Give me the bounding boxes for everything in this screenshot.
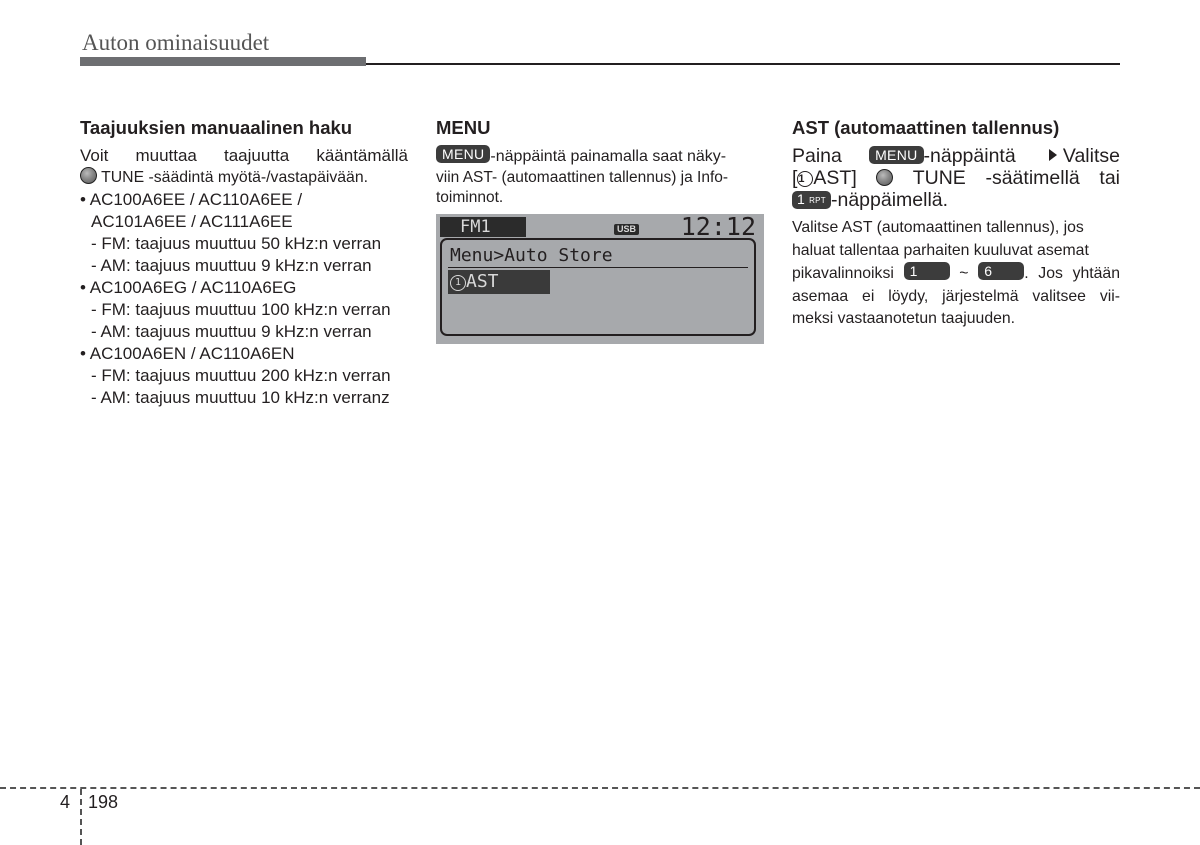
- band-indicator: FM1: [440, 217, 526, 237]
- fm-step: - FM: taajuus muuttuu 200 kHz:n verran: [91, 366, 391, 385]
- header-bar: [80, 57, 366, 66]
- display-screen: [440, 238, 756, 336]
- paragraph-line: toiminnot.: [436, 189, 504, 206]
- display-divider: [448, 267, 748, 268]
- paragraph-line: [792, 189, 1120, 211]
- paragraph-text: -näppäintä: [923, 145, 1016, 167]
- paragraph-line: Voit muuttaa taajuutta kääntämällä: [80, 146, 408, 165]
- paragraph-line: [436, 145, 764, 168]
- item-number-icon: 1: [450, 275, 466, 291]
- model-line: AC101A6EE / AC111A6EE: [91, 212, 293, 231]
- am-step: - AM: taajuus muuttuu 9 kHz:n verran: [91, 256, 372, 275]
- fm-step: - FM: taajuus muuttuu 100 kHz:n verran: [91, 300, 391, 319]
- paragraph-line: [792, 145, 1120, 167]
- menu-item-label: AST: [466, 271, 499, 292]
- model-line: • AC100A6EE / AC110A6EE /: [80, 190, 303, 209]
- menu-item-ast: [448, 270, 550, 294]
- column-ast: [792, 116, 1120, 331]
- paragraph-text: [: [792, 167, 798, 189]
- paragraph-line: [792, 262, 1120, 286]
- paragraph-line: meksi vastaanotetun taajuuden.: [792, 310, 1016, 327]
- number-one-icon: 1: [797, 171, 813, 187]
- clock: 12:12: [680, 212, 756, 241]
- am-step: - AM: taajuus muuttuu 10 kHz:n verranz: [91, 388, 390, 407]
- preset-1-button-icon: 1: [904, 262, 950, 280]
- am-step: - AM: taajuus muuttuu 9 kHz:n verran: [91, 322, 372, 341]
- column-manual-tuning: [80, 116, 408, 409]
- menu-button-icon: MENU: [869, 146, 923, 164]
- header-rule: [366, 63, 1120, 65]
- arrow-right-icon: [1049, 149, 1057, 161]
- tune-knob-icon: [876, 169, 893, 186]
- footer-rule: [0, 787, 1200, 789]
- preset-6-button-icon: 6: [978, 262, 1024, 280]
- paragraph-line: asemaa ei löydy, järjestelmä valitsee vii-: [792, 287, 1120, 305]
- paragraph-text: Paina: [792, 145, 842, 167]
- paragraph-text: TUNE -säätimellä tai: [912, 167, 1120, 189]
- radio-display-illustration: [436, 214, 764, 344]
- button-label: 1: [797, 191, 806, 207]
- paragraph-line: viin AST- (automaattinen tallennus) ja Info-: [436, 169, 729, 186]
- paragraph-text: AST]: [813, 167, 857, 189]
- paragraph-line: Valitse AST (automaattinen tallennus), jos: [792, 219, 1084, 236]
- usb-icon: USB: [614, 224, 639, 235]
- fm-step: - FM: taajuus muuttuu 50 kHz:n verran: [91, 234, 382, 253]
- chapter-number: 4: [60, 792, 71, 812]
- model-line: • AC100A6EN / AC110A6EN: [80, 344, 295, 363]
- display-status-bar: [436, 212, 764, 241]
- paragraph-line: haluat tallentaa parhaiten kuuluvat asemat: [792, 241, 1089, 259]
- page-number: 198: [88, 792, 119, 812]
- tune-knob-icon: [80, 167, 97, 184]
- section-heading: MENU: [436, 117, 491, 138]
- footer-divider: [80, 789, 82, 845]
- button-sublabel: RPT: [809, 196, 826, 205]
- paragraph-line: [80, 167, 408, 189]
- paragraph-text: -näppäintä painamalla saat näky-: [490, 148, 727, 165]
- section-heading: Taajuuksien manuaalinen haku: [80, 117, 353, 138]
- paragraph-text: pikavalinnoiksi: [792, 265, 894, 282]
- section-heading: AST (automaattinen tallennus): [792, 117, 1060, 138]
- running-header: Auton ominaisuudet: [82, 30, 270, 55]
- model-line: • AC100A6EG / AC110A6EG: [80, 278, 297, 297]
- menu-path: Menu>Auto Store: [450, 245, 613, 266]
- preset-1-button-icon: [792, 191, 831, 209]
- paragraph-text: . Jos yhtään: [1024, 265, 1121, 282]
- column-menu: [436, 116, 764, 208]
- paragraph-text: Valitse: [1062, 145, 1120, 167]
- paragraph-line: [792, 167, 1120, 189]
- paragraph-text: -näppäimellä.: [831, 189, 949, 211]
- paragraph-text: TUNE -säädintä myötä-/vastapäivään.: [101, 169, 369, 186]
- menu-button-icon: MENU: [436, 145, 490, 163]
- paragraph-text: ~: [959, 265, 969, 282]
